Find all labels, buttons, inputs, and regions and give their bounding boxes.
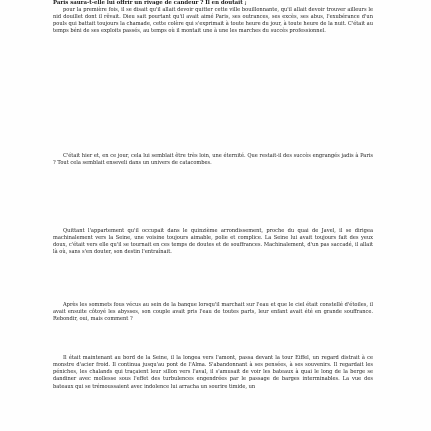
paragraph-4: Après les sommets fous vécus au sein de la banque lorsqu'il marchait sur l'eau et que le ciel était constellé d'étoiles, il avait ensuite côtoyé les abysses, son couple avait pris l'eau de toutes parts, leur enfant avait été en grande souffrance. Rebondir, oui, mais comment ?: [53, 302, 373, 323]
paragraph-2: C'était hier et, en ce jour, cela lui semblait être très loin, une éternité. Que restait-il des succès engrangés jadis à Paris ? Tout cela semblait enseveli dans un univers de catacombes.: [53, 153, 373, 167]
paragraph-3: Quittant l'appartement qu'il occupait dans le quinzième arrondissement, proche du quai de Javel, il se dirigea machinalement vers la Seine, une voisine toujours aimable, polie et complice. La Seine lui avait toujours fait des yeux doux, c'était vers elle qu'il se tournait en ces temps de doutes et de souffrances. Machinalement, d'un pas saccadé, il allait là où, sans s'en douter, son destin l'entraînait.: [53, 228, 373, 256]
paragraph-5: Il était maintenant au bord de la Seine, il la longea vers l'amont, passa devant la tour Eiffel, un regard distrait à ce monstre d'acier froid. Il continua jusqu'au pont de l'Alma. S'abandonnant à ses pensées, à ses souvenirs. Il regardait les péniches, les chalands qui traçaient leur sillon vers l'aval, il s'amusait de voir les bateaux à quai le long de la berge se dandiner avec mollesse sous l'effet des turbulences engendrées par le passage de barges interminables. La vue des bateaux qui se trémoussaient avec indolence lui arracha un sourire timide, un: [53, 355, 373, 390]
paragraph-1: pour la première fois, il se disait qu'il allait devoir quitter cette ville bouillonnante, qu'il allait devoir trouver ailleurs le nid douillet dont il rêvait. Dieu sait pourtant qu'il avait aimé Paris, ses outrances, ses excès, ses abus, l'exubérance d'un pouls qui battait toujours la chamade, cette colère qui s'exprimait à toute heure du jour, à toute heure de la nuit. C'était au temps béni de ses exploits passés, au temps où il montait une à une les marches du succès professionnel.: [53, 7, 373, 35]
cut-off-top-line: Paris saura-t-elle lui offrir un rivage de candeur ? Il en doutait ;: [53, 0, 247, 6]
